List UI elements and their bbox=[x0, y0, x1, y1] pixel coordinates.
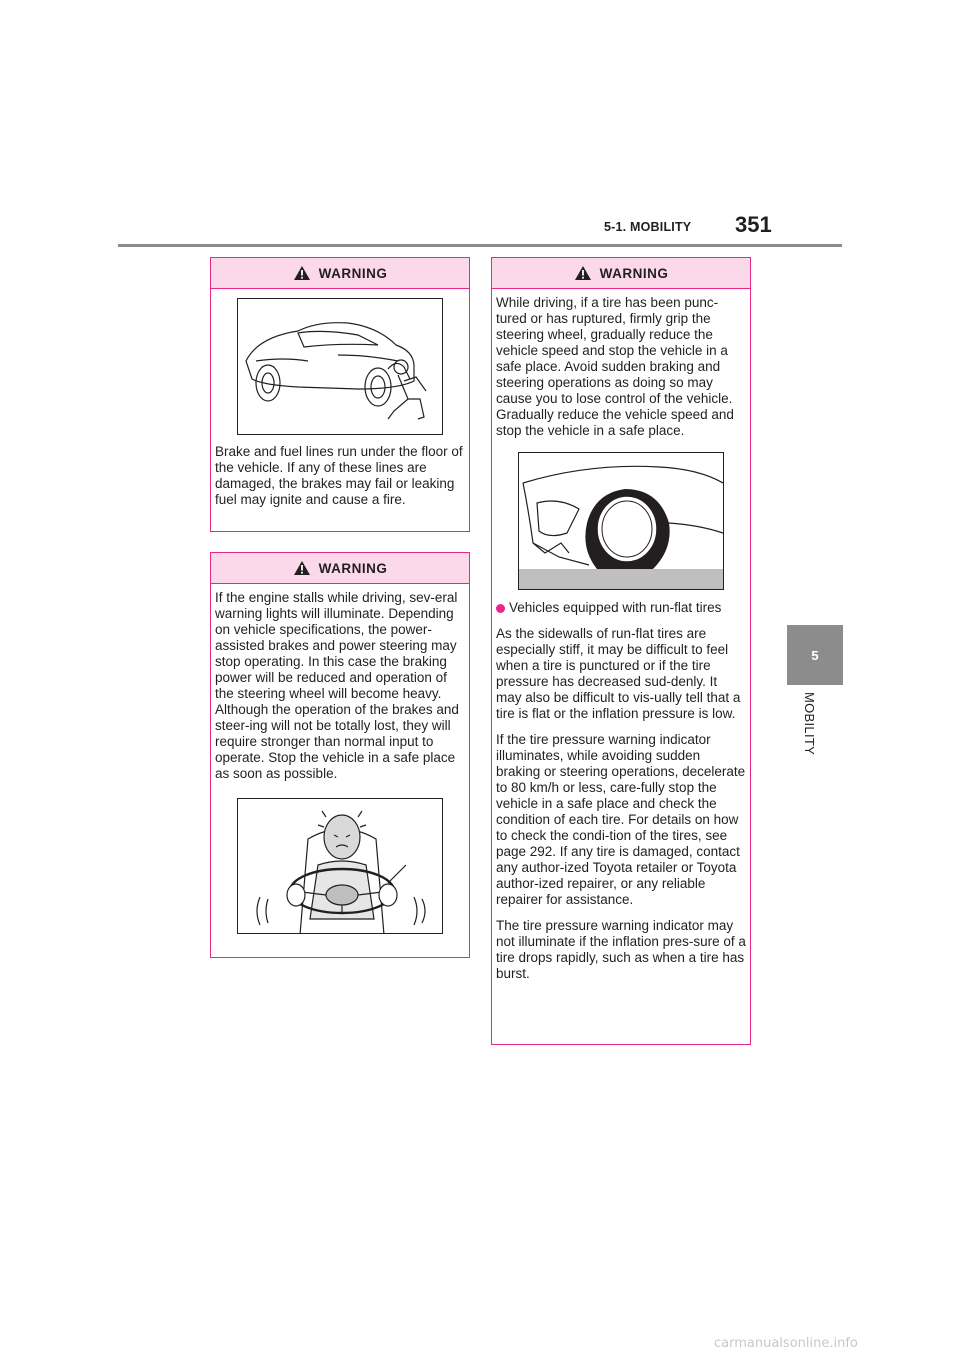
bullet-heading bbox=[496, 600, 746, 616]
paragraph-rapid-pressure-drop: The tire pressure warning indicator may not illuminate if the inflation pres-sure of a tire drops rapidly, such as when a tire has burst. bbox=[496, 918, 746, 981]
car-underside-illustration bbox=[237, 298, 443, 435]
warning-title: WARNING bbox=[599, 265, 669, 281]
paragraph-tire-pressure-indicator: If the tire pressure warning indicator illuminates, while avoiding sudden braking or steering operations, decelerate to 80 km/h or less, care-fully stop the vehicle in a safe place and check the condition of each tire. For details on how to check the condi-tion of the tires, see page 292. If any tire is damaged, contact any author-ized Toyota retailer or Toyota author-ized repairer, or any reliable repairer for assistance. bbox=[496, 732, 746, 907]
header-divider bbox=[118, 244, 842, 247]
bullet-text: Vehicles equipped with run-flat tires bbox=[509, 600, 722, 615]
warning-text: Brake and fuel lines run under the floor of the vehicle. If any of these lines are damaged, the brakes may fail or leaking fuel may ignite and cause a fire. bbox=[215, 444, 463, 507]
section-title: 5-1. MOBILITY bbox=[604, 220, 692, 234]
warning-header bbox=[211, 258, 469, 289]
warning-box-tire-puncture bbox=[491, 257, 751, 1045]
warning-title: WARNING bbox=[318, 265, 388, 281]
warning-title: WARNING bbox=[318, 560, 388, 576]
warning-text: While driving, if a tire has been punc-tured or has ruptured, firmly grip the steering wheel, gradually reduce the vehicle speed and stop the vehicle in a safe place. Avoid sudden braking and steering operations as doing so may cause you to lose control of the vehicle. Gradually reduce the vehicle speed and stop the vehicle in a safe place. bbox=[496, 295, 734, 438]
warning-triangle-icon bbox=[293, 265, 311, 281]
warning-text: If the engine stalls while driving, sev-eral warning lights will illuminate. Depending on vehicle specifications, the power-assisted brakes and power steering may stop operating. In this case the braking power will be reduced and operation of the steering wheel will become heavy. Although the operation of the brakes and steer-ing will not be totally lost, they will require stronger than normal input to operate. Stop the vehicle in a safe place as soon as possible. bbox=[215, 590, 459, 781]
warning-header bbox=[492, 258, 750, 289]
warning-box-brake-lines bbox=[210, 257, 470, 532]
flat-tire-illustration bbox=[518, 452, 724, 590]
watermark: carmanualsonline.info bbox=[714, 1336, 858, 1351]
chapter-tab[interactable] bbox=[787, 625, 843, 685]
warning-triangle-icon bbox=[293, 560, 311, 576]
bullet-icon bbox=[496, 604, 505, 613]
warning-triangle-icon bbox=[574, 265, 592, 281]
warning-body bbox=[211, 584, 469, 782]
warning-header bbox=[211, 553, 469, 584]
warning-body bbox=[211, 435, 469, 508]
driver-heavy-steering-illustration bbox=[237, 798, 443, 934]
chapter-label: MOBILITY bbox=[802, 692, 817, 756]
page-number: 351 bbox=[735, 212, 772, 237]
warning-body bbox=[492, 289, 750, 439]
paragraph-run-flat-sidewalls: As the sidewalls of run-flat tires are especially stiff, it may be difficult to feel when a tire is punctured or if the tire pressure has decreased sud-denly. It may also be difficult to vis-ually tell that a tire is flat or the inflation pressure is low. bbox=[496, 626, 741, 721]
chapter-number: 5 bbox=[811, 647, 819, 663]
warning-box-engine-stall bbox=[210, 552, 470, 958]
